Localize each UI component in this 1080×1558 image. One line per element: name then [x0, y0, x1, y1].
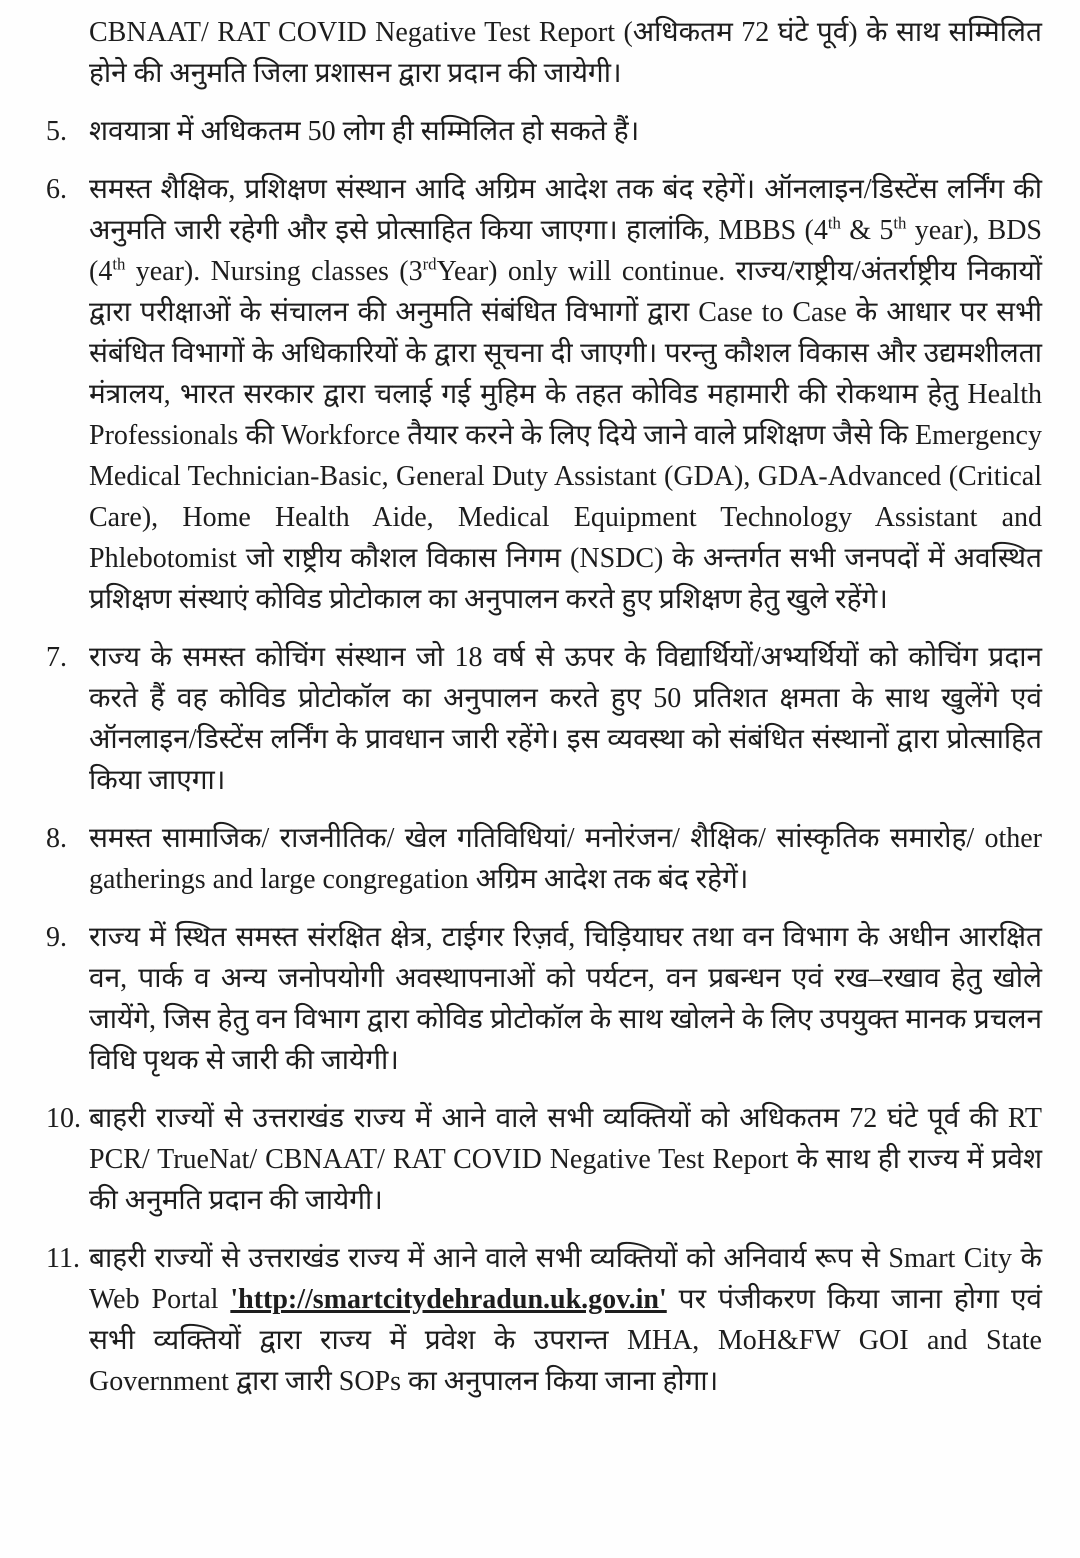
- text-segment: CBNAAT/ RAT COVID Negative Test Report (अधिकतम 72 घंटे पूर्व) के साथ सम्मिलित होने की अनुमति जिला प्रशासन द्वारा प्रदान की जायेगी।: [89, 17, 1042, 89]
- item-text: [89, 1103, 1042, 1216]
- item-text: [89, 922, 1042, 1076]
- item-text: [89, 174, 1042, 615]
- item-number: 11.: [46, 1243, 80, 1274]
- text-segment: बाहरी राज्यों से उत्तराखंड राज्य में आने वाले सभी व्यक्तियों को अनिवार्य रूप से Smart City के Web Portal: [89, 1243, 1042, 1315]
- text-segment: समस्त सामाजिक/ राजनीतिक/ खेल गतिविधियां/ मनोरंजन/ शैक्षिक/ सांस्कृतिक समारोह/ other gatherings and large congregation अग्रिम आदेश तक बंद रहेगें।: [89, 823, 1042, 895]
- item-number: 10.: [46, 1103, 81, 1134]
- item-number: 9.: [46, 922, 67, 953]
- text-segment: राज्य में स्थित समस्त संरक्षित क्षेत्र, टाईगर रिज़र्व, चिड़ियाघर तथा वन विभाग के अधीन आरक्षित वन, पार्क व अन्य जनोपयोगी अवस्थापनाओं को पर्यटन, वन प्रबन्धन एवं रख–रखाव हेतु खोले जायेंगे, जिस हेतु वन विभाग द्वारा कोविड प्रोटोकॉल के साथ खोलने के लिए उपयुक्त मानक प्रचलन विधि पृथक से जारी की जायेगी।: [89, 922, 1042, 1076]
- list-item-5: [46, 111, 1042, 152]
- text-segment: th: [827, 213, 841, 233]
- item-text: [89, 642, 1042, 796]
- list-item-7: [46, 637, 1042, 801]
- list-item-6: [46, 169, 1042, 620]
- text-segment: बाहरी राज्यों से उत्तराखंड राज्य में आने वाले सभी व्यक्तियों को अधिकतम 72 घंटे पूर्व की RT PCR/ TrueNat/ CBNAAT/ RAT COVID Negative Test Report के साथ ही राज्य में प्रवेश की अनुमति प्रदान की जायेगी।: [89, 1103, 1042, 1216]
- item-text: [89, 1243, 1042, 1397]
- text-segment: पर पंजीकरण किया जाना होगा एवं सभी व्यक्तियों द्वारा राज्य में प्रवेश के उपरान्त MHA, MoH&FW GOI and State Government द्वारा जारी SOPs का अनुपालन किया जाना होगा।: [89, 1284, 1043, 1397]
- list-item-10: [46, 1098, 1042, 1221]
- text-segment: th: [893, 213, 907, 233]
- text-segment: th: [112, 254, 126, 274]
- item-number: 5.: [46, 116, 67, 147]
- text-segment: समस्त शैक्षिक, प्रशिक्षण संस्थान आदि अग्रिम आदेश तक बंद रहेगें। ऑनलाइन/डिस्टेंस लर्निंग की अनुमति जारी रहेगी और इसे प्रोत्साहित किया जाएगा। हालांकि, MBBS (4: [89, 174, 1042, 246]
- text-segment: year). Nursing classes (3: [125, 256, 423, 287]
- text-segment: rd: [422, 254, 437, 274]
- item-number: 6.: [46, 174, 67, 205]
- item-number: 7.: [46, 642, 67, 673]
- text-segment: राज्य के समस्त कोचिंग संस्थान जो 18 वर्ष से ऊपर के विद्यार्थियों/अभ्यर्थियों को कोचिंग प्रदान करते हैं वह कोविड प्रोटोकॉल का अनुपालन करते हुए 50 प्रतिशत क्षमता के साथ खुलेंगे एवं ऑनलाइन/डिस्टेंस लर्निंग के प्रावधान जारी रहेंगे। इस व्यवस्था को संबंधित संस्थानों द्वारा प्रोत्साहित किया जाएगा।: [89, 642, 1042, 796]
- text-segment: year), BDS (4: [89, 215, 1043, 287]
- list-item-8: [46, 818, 1042, 900]
- text-segment: & 5: [840, 215, 894, 246]
- item-text: [89, 116, 639, 147]
- portal-url: 'http://smartcitydehradun.uk.gov.in': [230, 1284, 667, 1315]
- text-segment: Year) only will continue. राज्य/राष्ट्रीय/अंतर्राष्ट्रीय निकायों द्वारा परीक्षाओं के संचालन की अनुमति संबंधित विभागों द्वारा Case to Case के आधार पर सभी संबंधित विभागों के अधिकारियों के द्वारा सूचना दी जाएगी। परन्तु कौशल विकास और उद्यमशीलता मंत्रालय, भारत सरकार द्वारा चलाई गई मुहिम के तहत कोविड महामारी की रोकथाम हेतु Health Professionals की Workforce तैयार करने के लिए दिये जाने वाले प्रशिक्षण जैसे कि Emergency Medical Technician-Basic, General Duty Assistant (GDA), GDA-Advanced (Critical Care), Home Health Aide, Medical Equipment Technology Assistant and Phlebotomist जो राष्ट्रीय कौशल विकास निगम (NSDC) के अन्तर्गत सभी जनपदों में अवस्थित प्रशिक्षण संस्थाएं कोविड प्रोटोकाल का अनुपालन करते हुए प्रशिक्षण हेतु खुले रहेंगे।: [89, 256, 1042, 615]
- item-number: 8.: [46, 823, 67, 854]
- text-segment: शवयात्रा में अधिकतम 50 लोग ही सम्मिलित हो सकते हैं।: [89, 116, 640, 147]
- item-text: [89, 823, 1042, 895]
- list-item-9: [46, 917, 1042, 1081]
- list-item-11: [46, 1238, 1042, 1402]
- paragraph-continuation: [46, 12, 1042, 94]
